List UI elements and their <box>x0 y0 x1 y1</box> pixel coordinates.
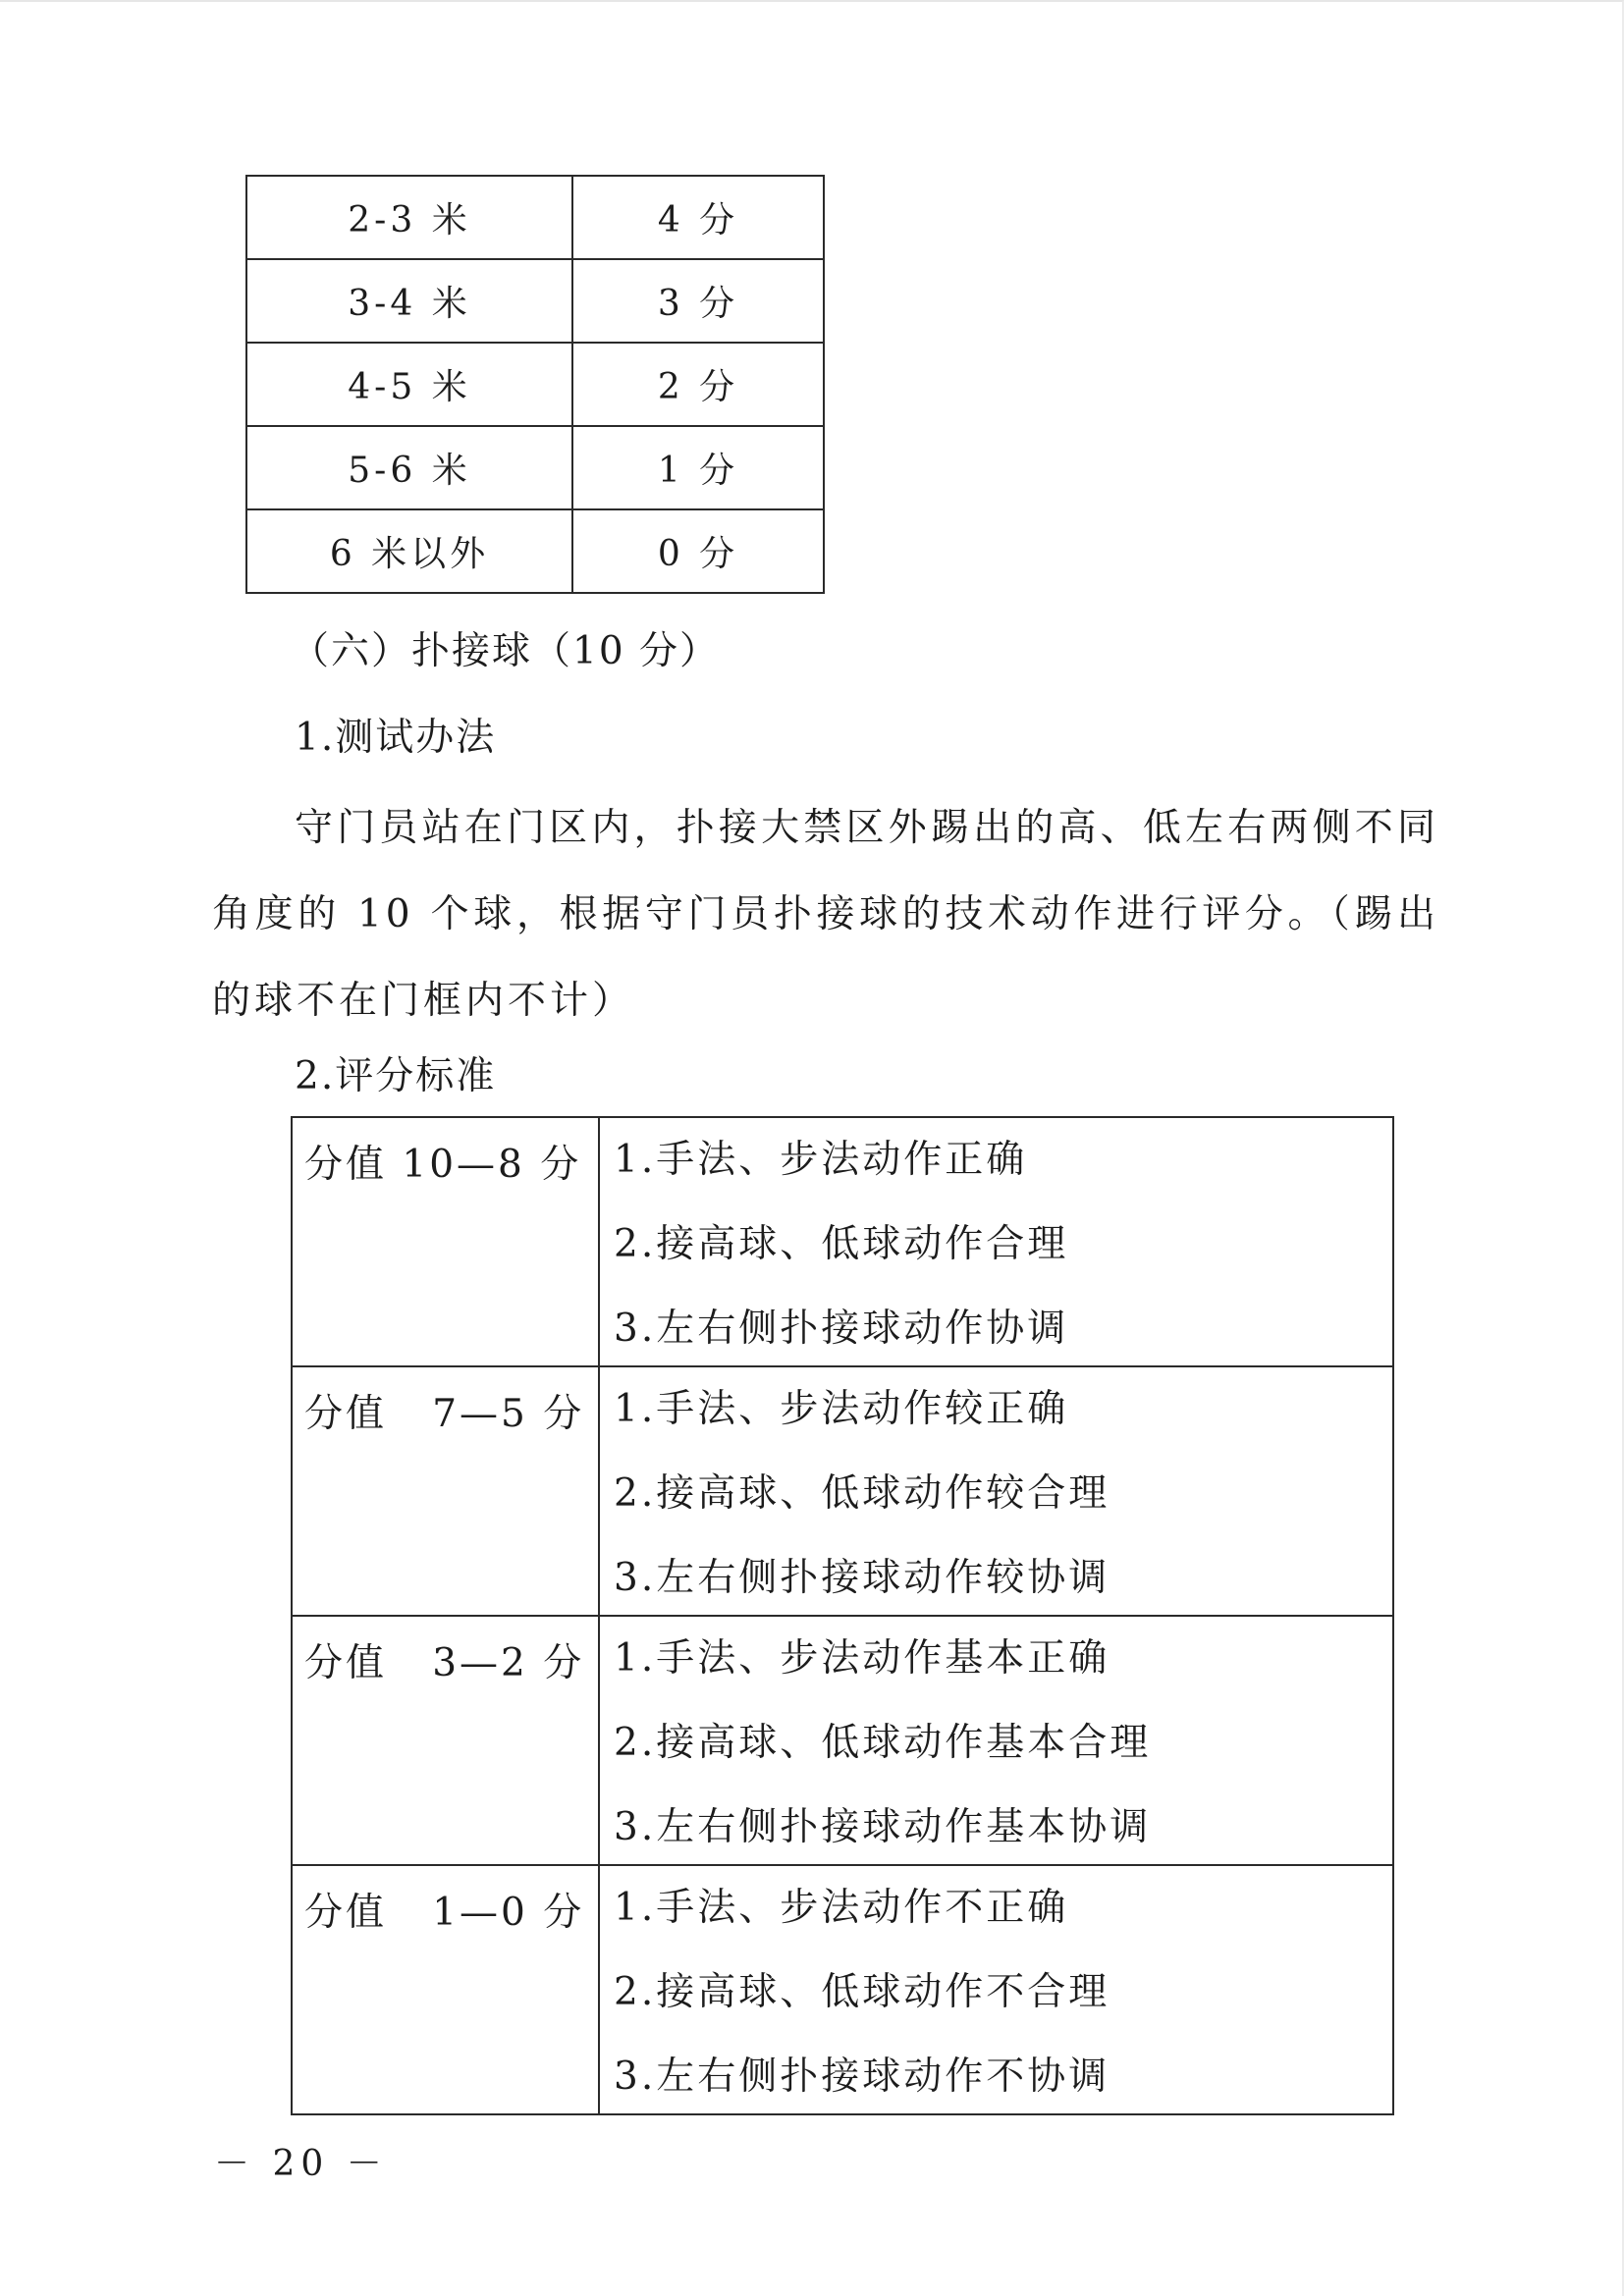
criteria-item: 1.手法、步法动作不正确 <box>614 1886 1069 1930</box>
criteria-item: 3.左右侧扑接球动作较协调 <box>614 1556 1110 1600</box>
table-row <box>246 509 824 593</box>
score-cell: 4 分 <box>572 176 824 259</box>
criteria-item: 3.左右侧扑接球动作基本协调 <box>614 1805 1152 1849</box>
method-title: 1.测试办法 <box>295 716 497 760</box>
criteria-item: 3.左右侧扑接球动作协调 <box>614 1307 1069 1351</box>
criteria-item: 1.手法、步法动作较正确 <box>614 1387 1069 1431</box>
section-heading: （六）扑接球（10 分） <box>291 629 721 673</box>
criteria-item: 2.接高球、低球动作较合理 <box>614 1471 1110 1516</box>
criteria-cell <box>599 1616 1393 1865</box>
criteria-cell <box>599 1865 1393 2114</box>
scoring-criteria-table <box>291 1116 1394 2115</box>
table-row <box>292 1616 1393 1865</box>
distance-cell: 6 米以外 <box>246 509 572 593</box>
score-cell: 1 分 <box>572 426 824 509</box>
criteria-item: 2.接高球、低球动作基本合理 <box>614 1721 1152 1765</box>
criteria-item: 1.手法、步法动作基本正确 <box>614 1636 1110 1681</box>
score-cell: 3 分 <box>572 259 824 343</box>
table-row <box>292 1117 1393 1366</box>
score-level-cell: 分值 10—8 分 <box>292 1117 599 1366</box>
score-level-cell: 分值 1—0 分 <box>292 1865 599 2114</box>
table-row <box>292 1366 1393 1616</box>
criteria-cell <box>599 1117 1393 1366</box>
page-number: － 20 － <box>214 2144 388 2184</box>
distance-cell: 2-3 米 <box>246 176 572 259</box>
table-row <box>246 259 824 343</box>
distance-cell: 4-5 米 <box>246 343 572 426</box>
criteria-cell <box>599 1366 1393 1616</box>
score-cell: 0 分 <box>572 509 824 593</box>
table-row <box>292 1865 1393 2114</box>
distance-score-table <box>245 175 825 594</box>
criteria-item: 1.手法、步法动作正确 <box>614 1138 1028 1182</box>
score-level-cell: 分值 7—5 分 <box>292 1366 599 1616</box>
criteria-item: 2.接高球、低球动作合理 <box>614 1222 1069 1266</box>
criteria-item: 2.接高球、低球动作不合理 <box>614 1970 1110 2014</box>
distance-cell: 3-4 米 <box>246 259 572 343</box>
table-row <box>246 176 824 259</box>
distance-cell: 5-6 米 <box>246 426 572 509</box>
table-row <box>246 426 824 509</box>
method-paragraph: 守门员站在门区内，扑接大禁区外踢出的高、低左右两侧不同角度的 10 个球，根据守门员扑接球的技术动作进行评分。（踢出的球不在门框内不计） <box>212 806 1439 1023</box>
score-cell: 2 分 <box>572 343 824 426</box>
criteria-title: 2.评分标准 <box>295 1054 497 1098</box>
table-row <box>246 343 824 426</box>
criteria-item: 3.左右侧扑接球动作不协调 <box>614 2055 1110 2099</box>
score-level-cell: 分值 3—2 分 <box>292 1616 599 1865</box>
